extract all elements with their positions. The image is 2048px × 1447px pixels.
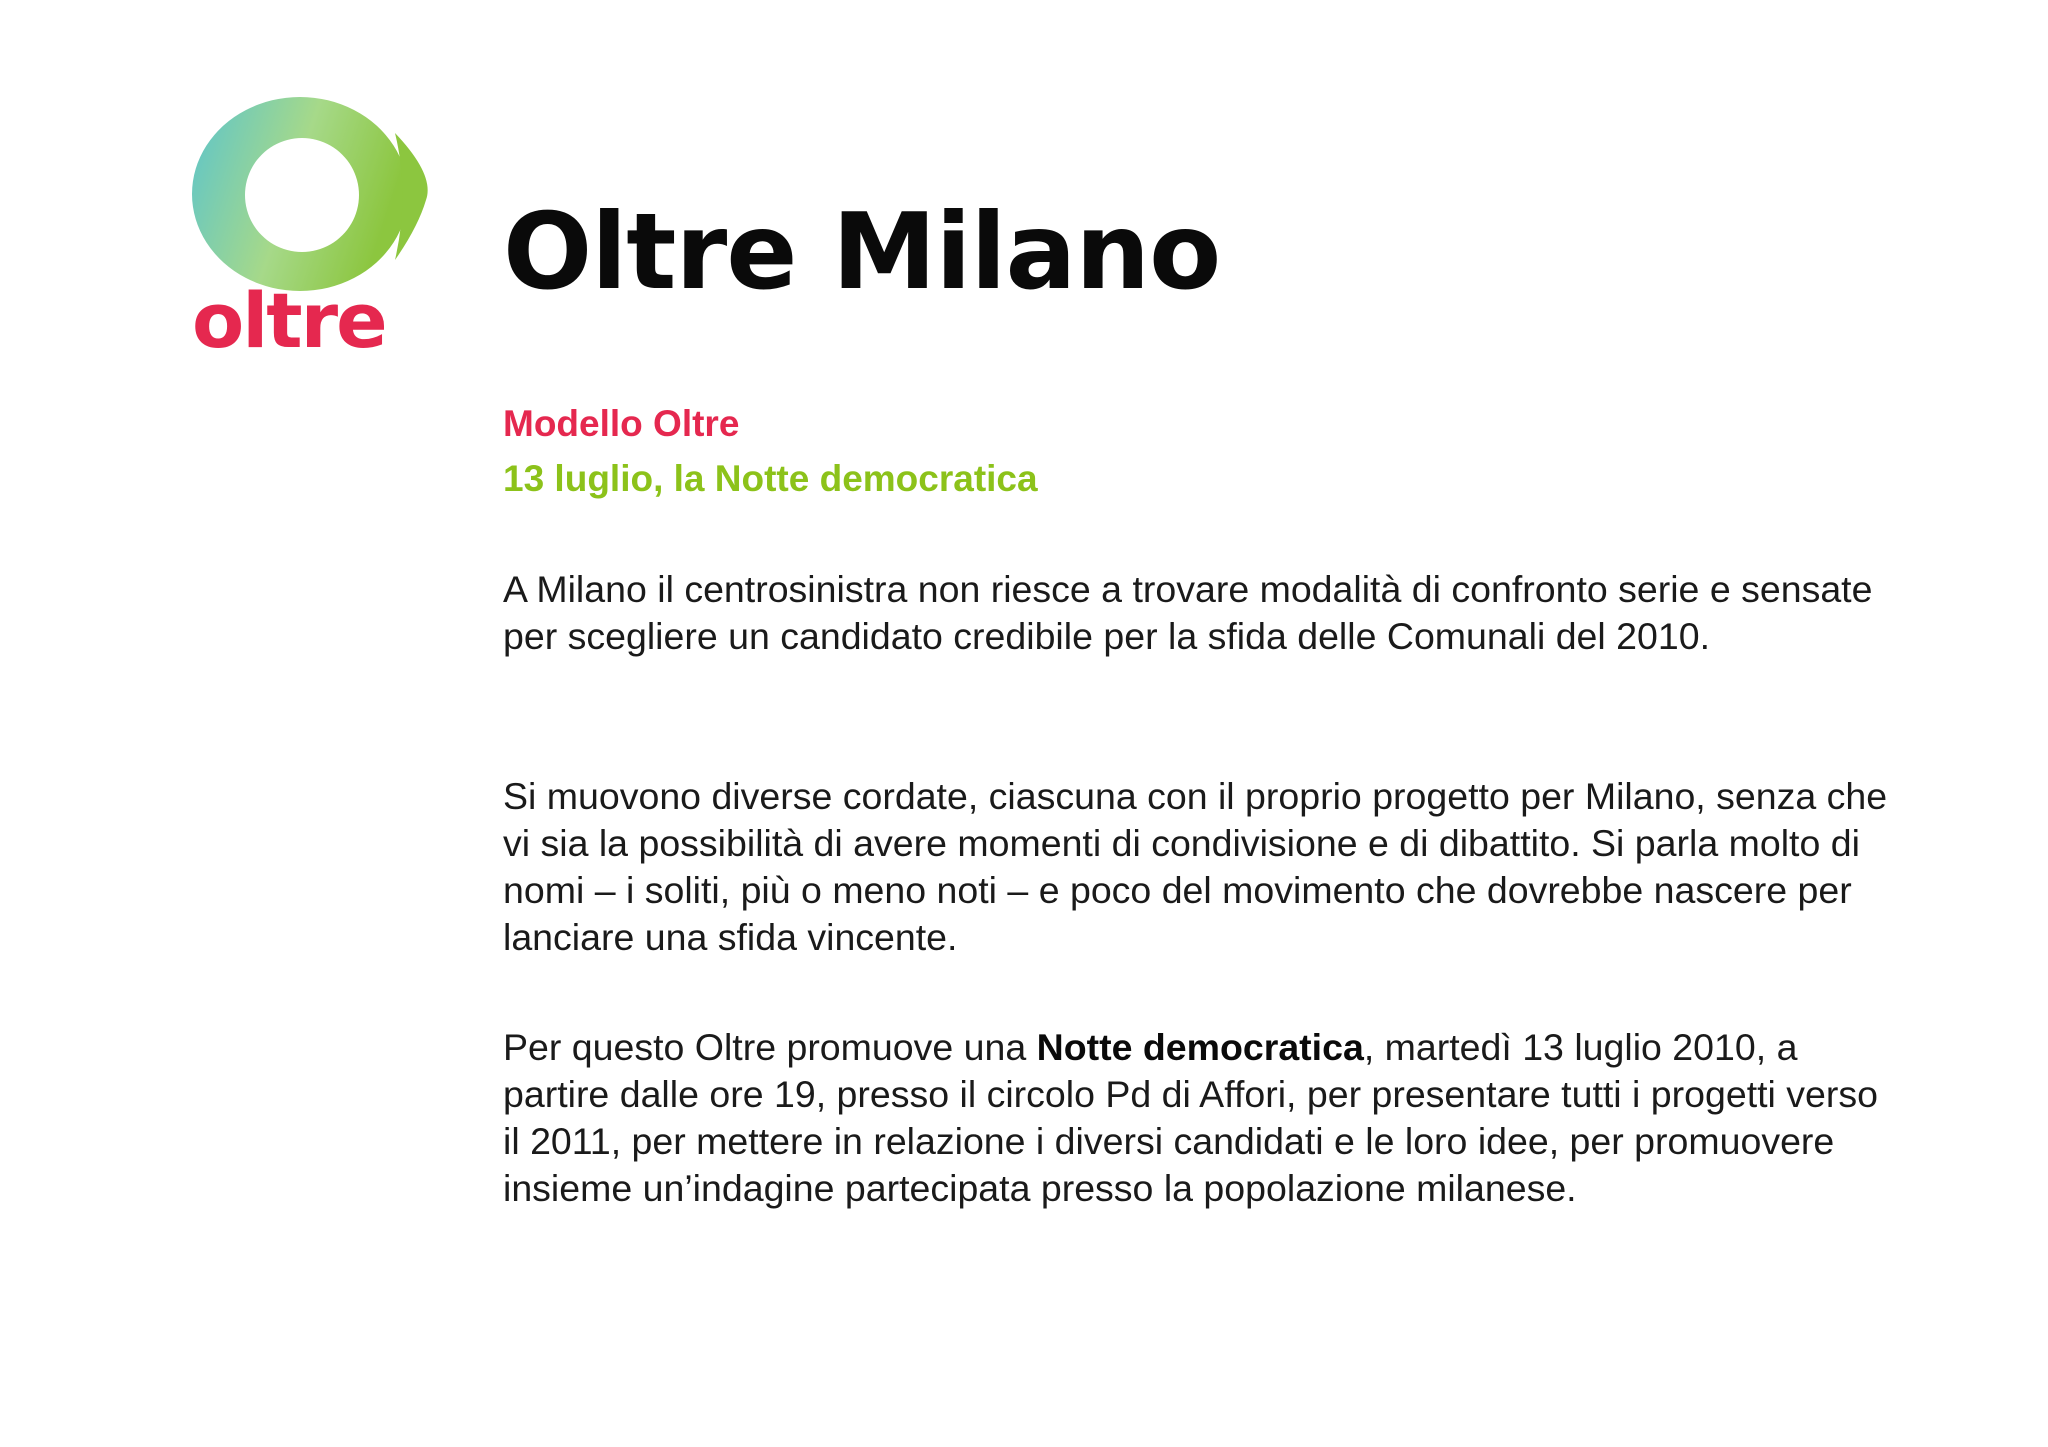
logo-wordmark: oltre (192, 276, 386, 365)
section-subtitle: Modello Oltre (503, 403, 740, 444)
page-title: Oltre Milano (503, 191, 1221, 313)
body-paragraph-2: Si muovono diverse cordate, ciascuna con il proprio progetto per Milano, senza che vi sia la possibilità di avere momenti di condivisione e di dibattito. Si parla molto di nomi – i soliti, più o meno noti – e poco del movimento che dovrebbe nascere per lanciare una sfida vincente. (503, 775, 1888, 958)
event-name-bold: Notte democratica (1036, 1026, 1364, 1068)
oltre-logo (190, 95, 440, 365)
logo-ring (192, 97, 408, 291)
event-subtitle: 13 luglio, la Notte democratica (503, 458, 1038, 499)
body-paragraph-3 (503, 1024, 1903, 1212)
paragraph-3-intro: Per questo Oltre promuove una (503, 1026, 1037, 1068)
body-paragraph-1: A Milano il centrosinistra non riesce a trovare modalità di confronto serie e sensate per scegliere un candidato credibile per la sfida delle Comunali del 2010. (503, 568, 1873, 657)
paragraph-3-details: , martedì 13 luglio 2010, a partire dalle ore 19, presso il circolo Pd di Affori, per presentare tutti i progetti verso il 2011, per mettere in relazione i diversi candidati e le loro idee, per promuovere insieme un’indagine partecipata presso la popolazione milanese. (503, 1026, 1878, 1209)
oltre-logo-mark (190, 95, 440, 365)
